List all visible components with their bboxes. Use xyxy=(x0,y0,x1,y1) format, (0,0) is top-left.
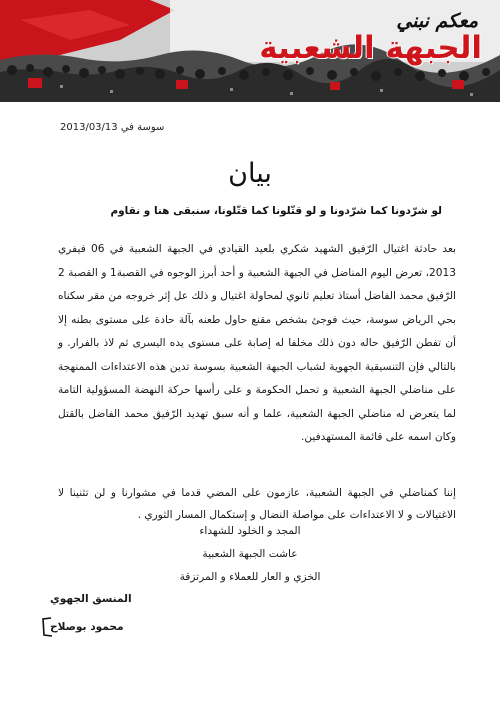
signature-name: محمود بوصلاح xyxy=(50,621,124,633)
banner-title: الجبهة الشعبية xyxy=(259,30,482,66)
closing-line-3: الخزي و العار للعملاء و المرتزقة xyxy=(179,571,321,583)
banner-subtitle: معكم نبني xyxy=(396,10,478,32)
document-title: بيان xyxy=(228,158,272,189)
signature-role: المنسق الجهوي xyxy=(50,593,132,605)
body-paragraph-2: إننا كمناضلي في الجبهة الشعبية، عازمون على المضي قدما في مشوارنا و لن تثنينا لا الاغتيالات و لا الاعتداءات على مواصلة النضال و إستكمال المسار الثوري . xyxy=(58,487,456,521)
document-date: سوسة في 2013/03/13 xyxy=(60,122,165,133)
closing-line-2: عاشت الجبهة الشعبية xyxy=(202,548,298,560)
document-slogan: لو شرّدونا كما شرّدونا و لو قتّلونا كما قتّلونا، سنبقى هنا و نقاوم xyxy=(110,205,442,217)
body-paragraph-1: بعد حادثة اغتيال الرّفيق الشهيد شكري بلعيد القيادي في الجبهة الشعبية في 06 فيفري 2013، تعرض اليوم المناضل في الجبهة الشعبية و أحد أبرز الوجوه في القصبة1 و القصبة 2 الرّفيق محمد الفاضل أستاذ تعليم ثانوي لمحاولة اغتيال و ذلك عل إثر خروجه من مقر سكناه بحي الرياض سوسة، حيث فوجئ بشخص مقنع حاول طعنه بآلة حادة على مستوى بطنه إلا أن تفطن الرّفيق حاله دون ذلك مخلفا له إصابة على مستوى يده اليسرى ثم لاذ بالفرار. و بالتالي فإن التنسيقية الجهوية لشباب الجبهة الشعبية بسوسة تدين هذه الاعتداءات الممنهجة على مناضلي الجبهة الشعبية و تحمل الحكومة و على رأسها حركة النهضة المسؤولية التامة لما يتعرض له مناضلي الجبهة الشعبية، علما و أنه سبق تهديد الرّفيق محمد الفاضل بالقتل وكان اسمه على قائمة المستهدفين. xyxy=(58,243,457,443)
closing-line-1: المجد و الخلود للشهداء xyxy=(199,525,301,537)
header-banner xyxy=(0,0,500,102)
